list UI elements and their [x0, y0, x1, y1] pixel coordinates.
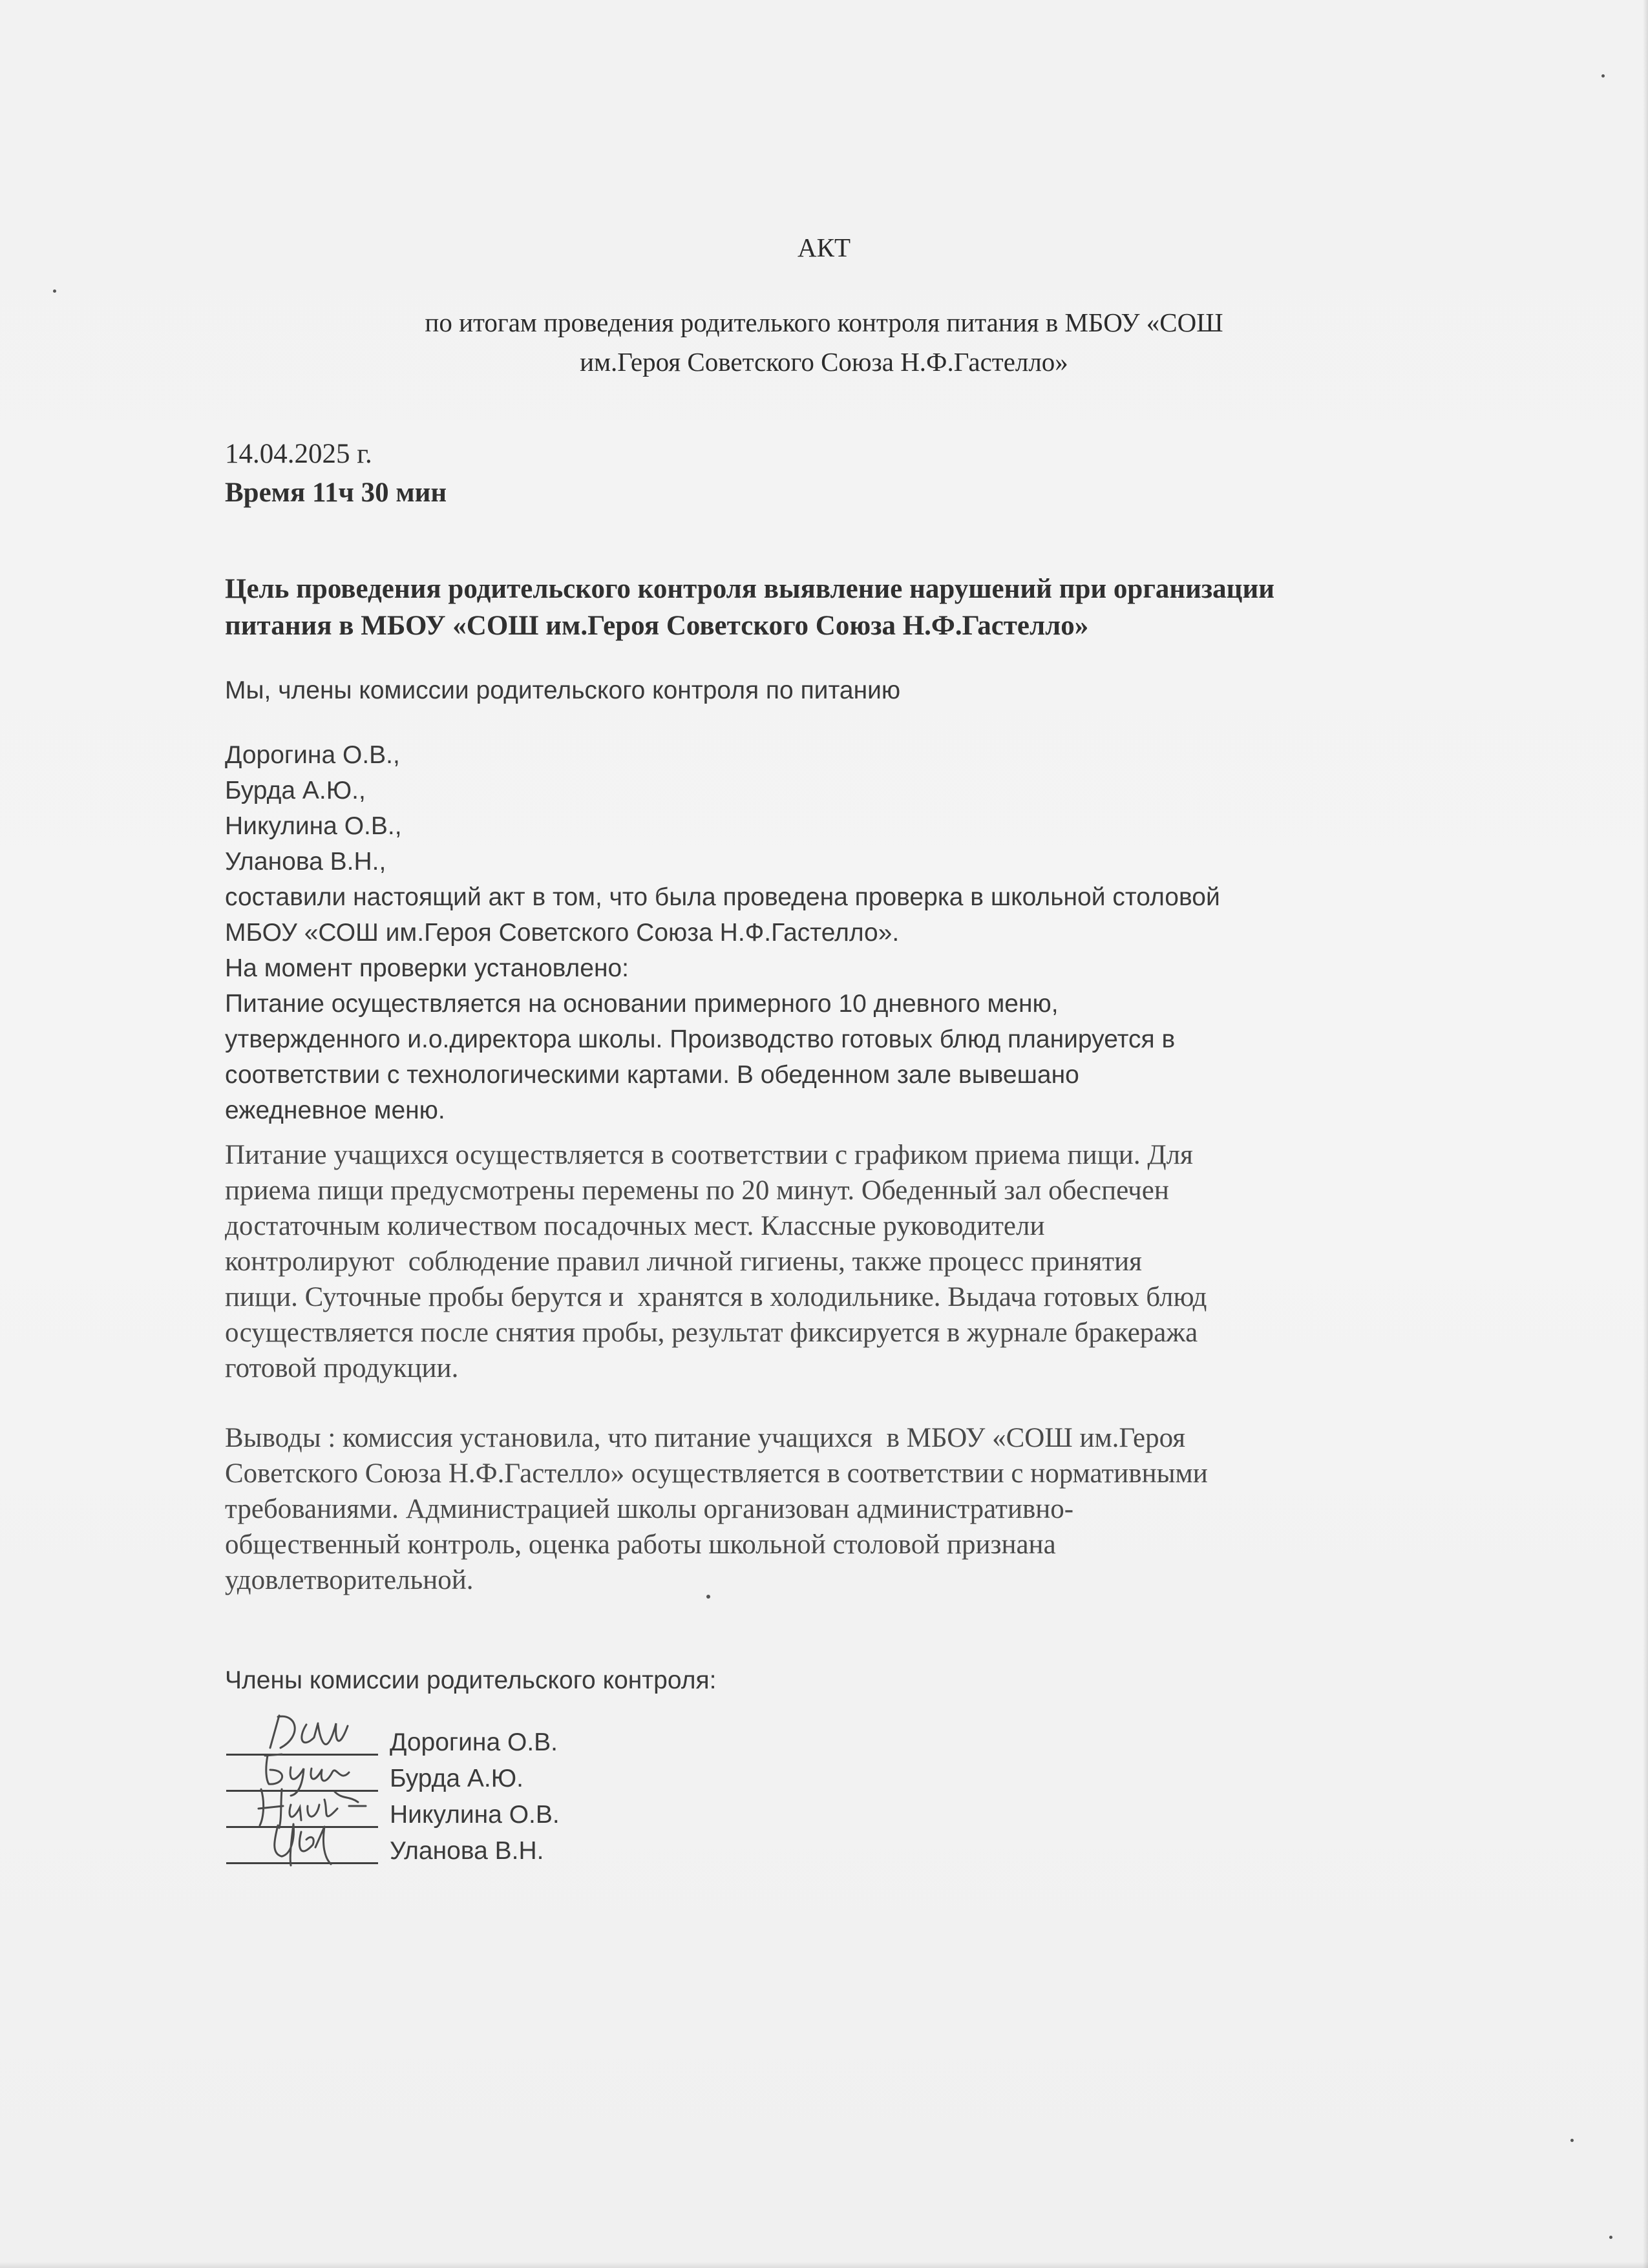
conclusion-line: удовлетворительной.: [225, 1565, 474, 1595]
document-subtitle-line-1: по итогам проведения родителького контроля питания в МБОУ «СОШ: [425, 308, 1223, 337]
scan-edge-bottom: [0, 2262, 1648, 2268]
body-line: На момент проверки установлено:: [225, 954, 629, 982]
body-line: составили настоящий акт в том, что была проведена проверка в школьной столовой: [225, 883, 1220, 911]
member-list-item: Уланова В.Н.,: [225, 848, 386, 876]
scan-speck: [53, 289, 56, 293]
purpose-line-1: Цель проведения родительского контроля выявление нарушений при организации: [225, 574, 1275, 604]
signatory-name: Никулина О.В.: [390, 1801, 560, 1829]
purpose-line-2: питания в МБОУ «СОШ им.Героя Советского Союза Н.Ф.Гастелло»: [225, 611, 1089, 641]
act-time: Время 11ч 30 мин: [225, 478, 447, 508]
findings-line: Питание учащихся осуществляется в соответствии с графиком приема пищи. Для: [225, 1140, 1193, 1170]
body-line: Питание осуществляется на основании примерного 10 дневного меню,: [225, 990, 1059, 1018]
conclusion-line: Советского Союза Н.Ф.Гастелло» осуществляется в соответствии с нормативными: [225, 1458, 1208, 1489]
findings-line: достаточным количеством посадочных мест. Классные руководители: [225, 1211, 1045, 1241]
signatory-name: Уланова В.Н.: [390, 1837, 544, 1865]
conclusion-line: общественный контроль, оценка работы школьной столовой признана: [225, 1529, 1056, 1560]
findings-line: готовой продукции.: [225, 1353, 459, 1383]
findings-line: пищи. Суточные пробы берутся и хранятся в холодильнике. Выдача готовых блюд: [225, 1282, 1207, 1312]
conclusion-line: требованиями. Администрацией школы организован административно-: [225, 1494, 1074, 1524]
body-line: МБОУ «СОШ им.Героя Советского Союза Н.Ф.Гастелло».: [225, 919, 900, 947]
signatures-heading: Члены комиссии родительского контроля:: [225, 1666, 717, 1694]
document-heading: АКТ: [798, 233, 850, 262]
signatory-name: Бурда А.Ю.: [390, 1765, 523, 1792]
body-line: ежедневное меню.: [225, 1097, 445, 1124]
member-list-item: Дорогина О.В.,: [225, 741, 400, 769]
act-date: 14.04.2025 г.: [225, 439, 372, 469]
conclusion-line: Выводы : комиссия установила, что питание учащихся в МБОУ «СОШ им.Героя: [225, 1423, 1186, 1453]
signatory-name: Дорогина О.В.: [390, 1728, 558, 1756]
findings-line: контролируют соблюдение правил личной гигиены, также процесс принятия: [225, 1246, 1142, 1277]
body-line: утвержденного и.о.директора школы. Производство готовых блюд планируется в: [225, 1025, 1176, 1053]
scan-speck: [1609, 2236, 1612, 2239]
signature-row: [226, 1833, 808, 1869]
scan-edge-right: [1643, 0, 1648, 2268]
scan-speck: [1601, 74, 1605, 78]
commission-intro: Мы, члены комиссии родительского контроля по питанию: [225, 677, 901, 704]
document-subtitle-line-2: им.Героя Советского Союза Н.Ф.Гастелло»: [580, 347, 1068, 377]
member-list-item: Бурда А.Ю.,: [225, 777, 366, 804]
member-list-item: Никулина О.В.,: [225, 812, 402, 840]
findings-line: приема пищи предусмотрены перемены по 20 минут. Обеденный зал обеспечен: [225, 1175, 1169, 1206]
body-line: соответствии с технологическими картами. В обеденном зале вывешано: [225, 1061, 1079, 1089]
scan-speck: [1570, 2139, 1574, 2142]
handwritten-signature: [252, 1819, 368, 1869]
findings-line: осуществляется после снятия пробы, результат фиксируется в журнале бракеража: [225, 1318, 1198, 1348]
